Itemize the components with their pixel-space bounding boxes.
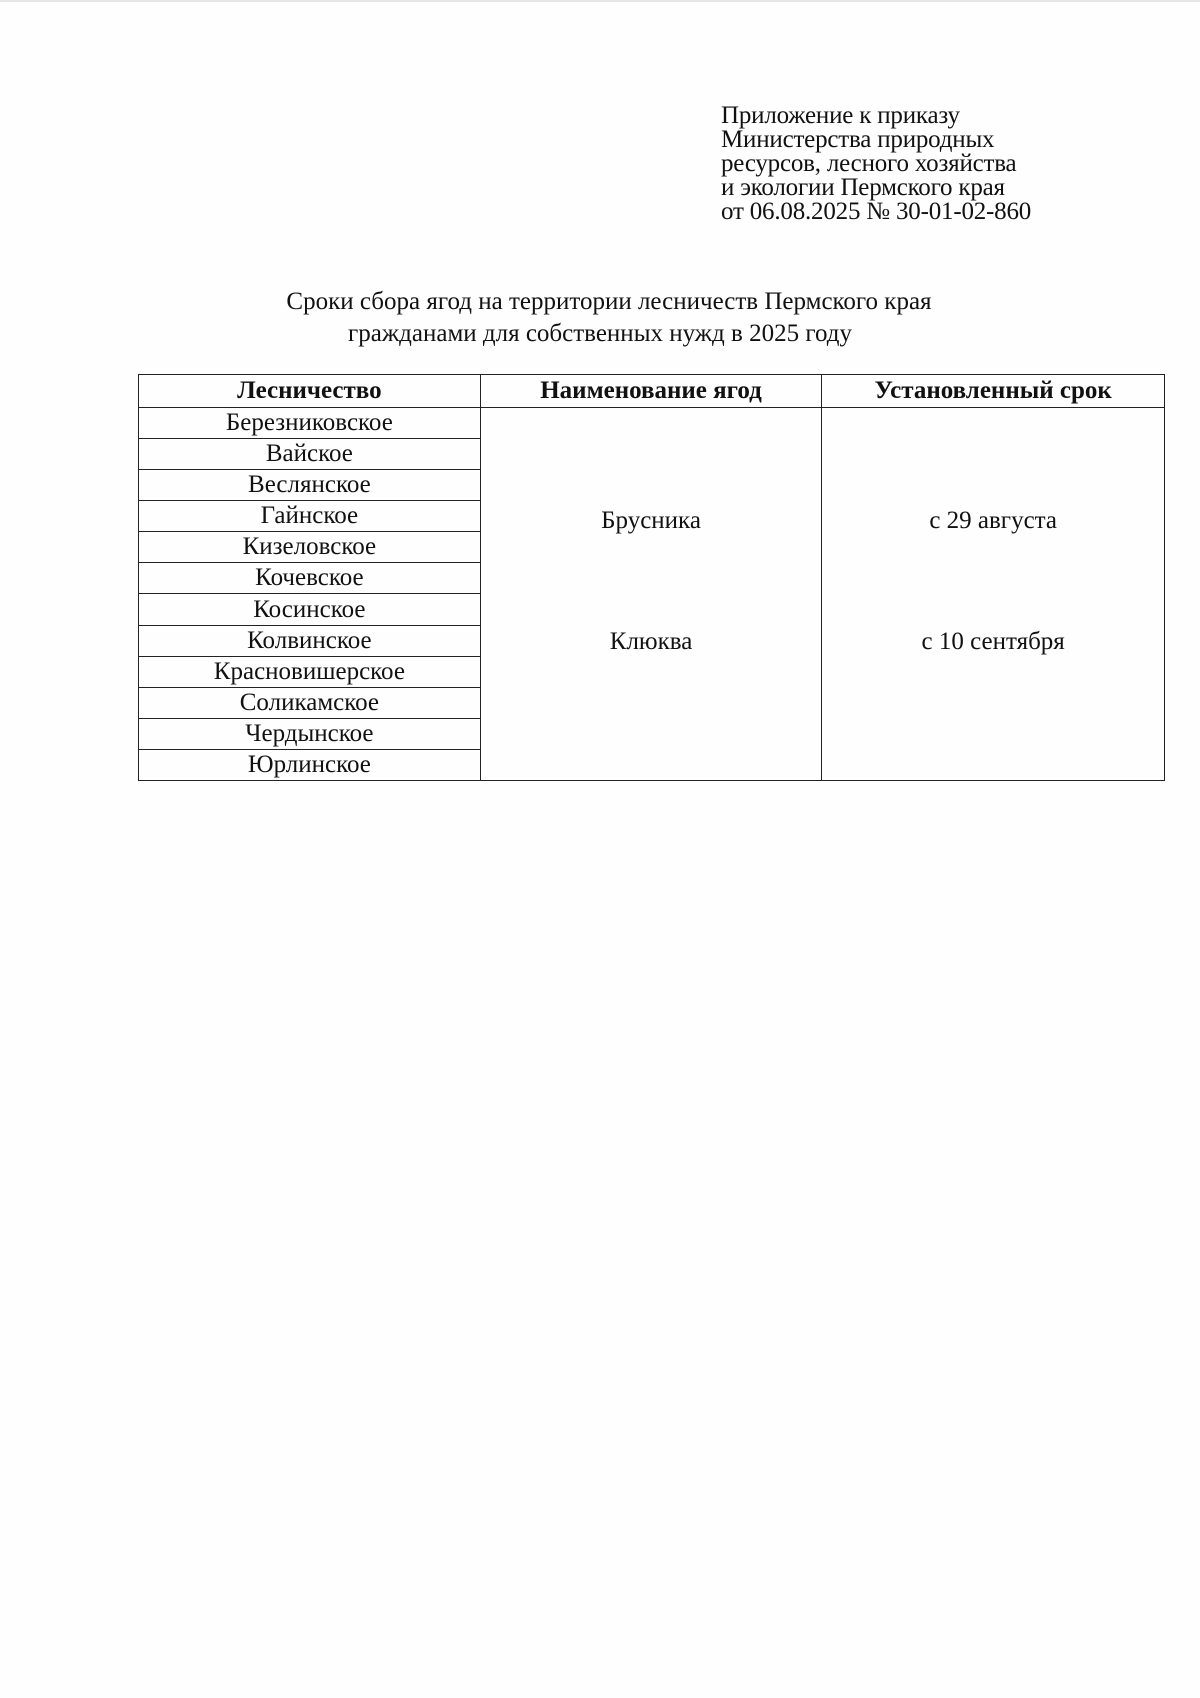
forestry-cell: Кизеловское	[139, 532, 481, 563]
scan-edge	[0, 0, 1200, 2]
berry-name-1: Брусника	[601, 507, 701, 534]
title-line-1: Сроки сбора ягод на территории лесничеств Пермского края	[286, 288, 932, 315]
forestry-cell: Косинское	[139, 594, 481, 625]
term-2: с 10 сентября	[921, 628, 1065, 655]
forestry-cell: Гайнское	[139, 501, 481, 532]
forestry-cell: Вайское	[139, 439, 481, 470]
berry-name-2: Клюква	[609, 628, 693, 655]
forestry-cell: Чердынское	[139, 718, 481, 749]
table-row	[139, 408, 1165, 439]
header-berry-name: Наименование ягод	[480, 375, 822, 408]
header-forestry: Лесничество	[139, 375, 481, 408]
forestry-cell: Красновишерское	[139, 656, 481, 687]
appendix-note: Приложение к приказу Министерства природных ресурсов, лесного хозяйства и экологии Пермского края от 06.08.2025 № 30-01-02-860	[721, 102, 1032, 225]
terms-cell	[822, 408, 1165, 781]
forestry-cell: Березниковское	[139, 408, 481, 439]
document-title	[0, 286, 1200, 350]
forestry-cell: Веслянское	[139, 470, 481, 501]
title-line-2: гражданами для собственных нужд в 2025 году	[348, 320, 852, 347]
forestry-cell: Колвинское	[139, 625, 481, 656]
table-header-row	[139, 375, 1165, 408]
berry-schedule-table	[138, 374, 1165, 781]
term-1: с 29 августа	[929, 507, 1057, 534]
berry-names-cell	[480, 408, 822, 781]
forestry-cell: Кочевское	[139, 563, 481, 594]
forestry-cell: Соликамское	[139, 687, 481, 718]
forestry-cell: Юрлинское	[139, 749, 481, 780]
header-term: Установленный срок	[822, 375, 1165, 408]
